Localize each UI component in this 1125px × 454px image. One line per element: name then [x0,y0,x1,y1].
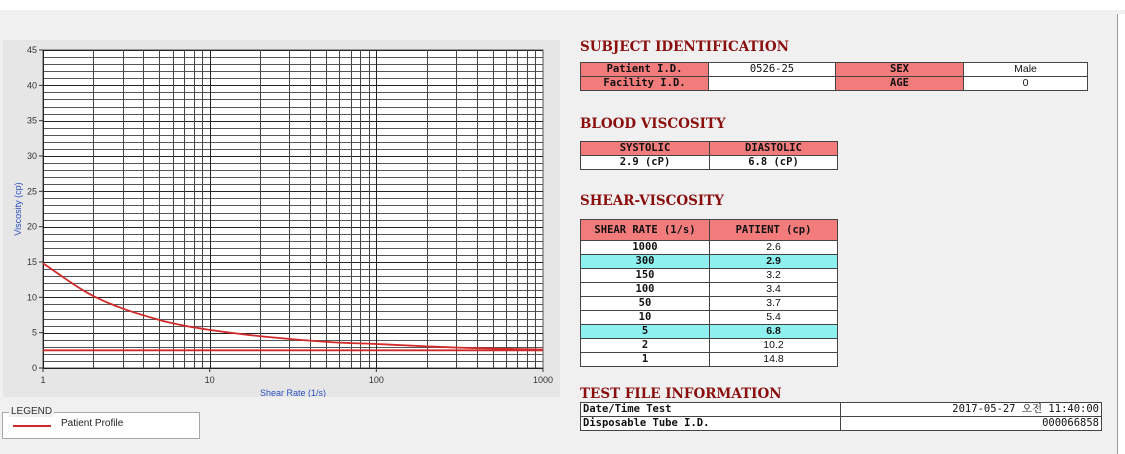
shear-rate-cell: 5 [581,325,710,339]
y-tick-label: 15 [26,257,37,267]
y-tick-label: 35 [26,115,37,126]
shear-rate-cell: 10 [581,311,710,325]
patient-cp-cell: 2.9 [710,255,838,269]
shear-viscosity-rows [581,241,838,367]
table-row [581,63,1088,77]
shear-rate-cell: 150 [581,269,710,283]
patient-cp-cell: 10.2 [710,339,838,353]
shear-viscosity-title: SHEAR-VISCOSITY [580,193,724,209]
systolic-value: 2.9 (cP) [581,156,710,170]
window-top-strip [0,0,1125,10]
y-tick-label: 40 [26,80,37,91]
diastolic-label: DIASTOLIC [710,142,838,156]
table-row [581,255,838,269]
x-tick-label: 1000 [532,375,554,385]
datetime-label: Date/Time Test [581,403,841,417]
y-tick-label: 25 [26,186,37,197]
patient-cp-cell: 3.2 [710,269,838,283]
x-axis-title: Shear Rate (1/s) [259,388,327,397]
legend-box [2,406,200,439]
test-file-information-title: TEST FILE INFORMATION [580,386,782,402]
x-tick-label: 1 [40,375,46,385]
shear-rate-cell: 300 [581,255,710,269]
facility-id-label: Facility I.D. [581,77,709,91]
shear-rate-cell: 2 [581,339,710,353]
age-value: 0 [964,77,1088,91]
y-tick-label: 0 [31,363,37,373]
x-tick-label: 100 [368,375,384,385]
blood-viscosity-title: BLOOD VISCOSITY [580,116,726,132]
facility-id-value [709,77,836,91]
table-row [581,403,1102,417]
viscosity-chart-svg [3,40,560,397]
age-label: AGE [836,77,964,91]
table-row [581,353,838,367]
table-row [581,142,838,156]
diastolic-value: 6.8 (cP) [710,156,838,170]
table-row [581,77,1088,91]
table-row [581,339,838,353]
legend-label-patient-profile: Patient Profile [61,418,124,429]
subject-table [580,62,1088,91]
y-tick-label: 10 [26,292,37,303]
shear-rate-cell: 1 [581,353,710,367]
table-row [581,417,1102,431]
legend-title: LEGEND [11,406,53,417]
table-row [581,311,838,325]
shear-rate-cell: 50 [581,297,710,311]
datetime-value: 2017-05-27 오전 11:40:00 [841,403,1102,417]
legend-swatch-patient-profile [13,425,51,427]
patient-id-label: Patient I.D. [581,63,709,77]
y-tick-label: 30 [26,151,37,161]
table-row [581,325,838,339]
shear-rate-cell: 1000 [581,241,710,255]
test-file-table [580,402,1102,431]
table-header-row [581,220,838,241]
patient-id-value: 0526-25 [709,63,836,77]
patient-cp-cell: 6.8 [710,325,838,339]
right-scroll-edge [1117,14,1125,454]
plot-area [43,50,543,368]
sex-label: SEX [836,63,964,77]
subject-identification-title: SUBJECT IDENTIFICATION [580,39,789,55]
y-tick-label: 5 [31,327,37,338]
y-axis-title: Viscosity (cp) [13,182,23,236]
tube-id-value: 000066858 [841,417,1102,431]
y-tick-label: 20 [26,221,37,232]
table-row [581,156,838,170]
sex-value: Male [964,63,1088,77]
shear-rate-cell: 100 [581,283,710,297]
table-row [581,269,838,283]
table-row [581,297,838,311]
patient-cp-header: PATIENT (cp) [710,220,838,241]
shear-rate-header: SHEAR RATE (1/s) [581,220,710,241]
patient-cp-cell: 3.4 [710,283,838,297]
x-tick-label: 10 [204,375,215,385]
patient-cp-cell: 2.6 [710,241,838,255]
y-tick-label: 45 [26,45,37,55]
tube-id-label: Disposable Tube I.D. [581,417,841,431]
patient-cp-cell: 5.4 [710,311,838,325]
table-row [581,241,838,255]
systolic-label: SYSTOLIC [581,142,710,156]
blood-viscosity-table [580,141,838,170]
patient-cp-cell: 3.7 [710,297,838,311]
viscosity-chart [3,40,560,397]
table-row [581,283,838,297]
patient-cp-cell: 14.8 [710,353,838,367]
shear-viscosity-table [580,219,838,367]
